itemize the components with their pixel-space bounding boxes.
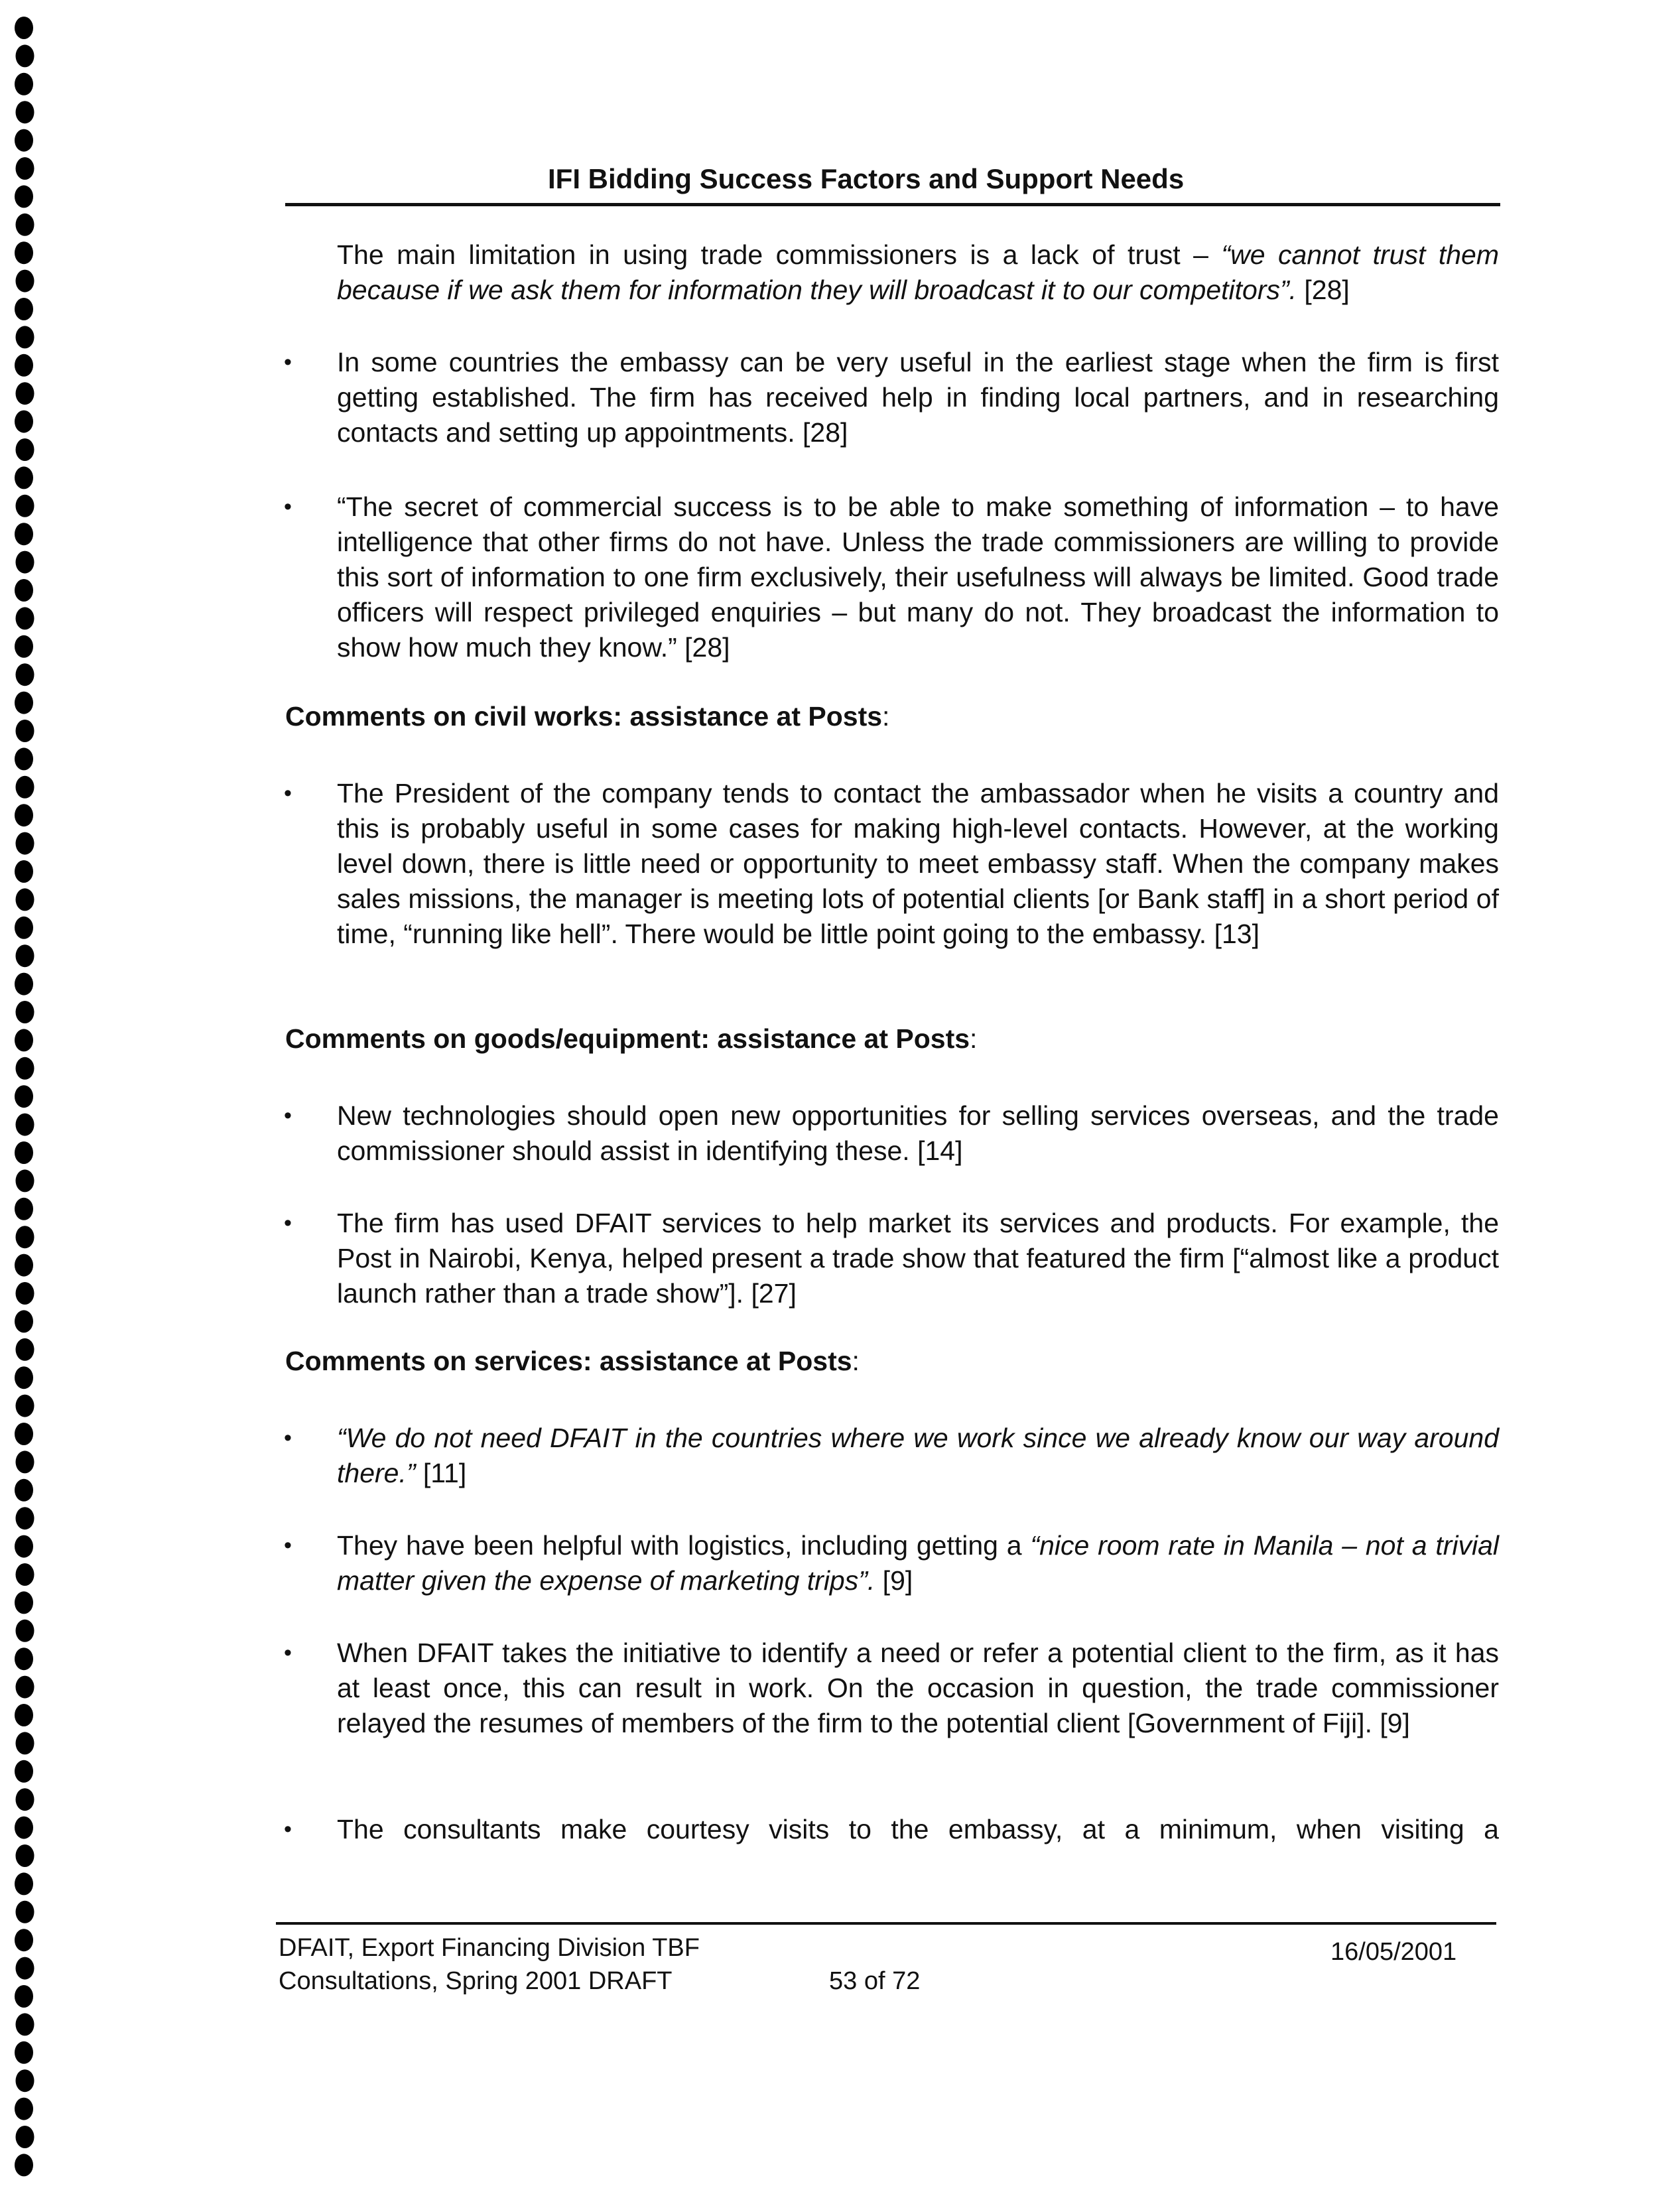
section-heading-civil-works	[285, 699, 889, 734]
list-item	[337, 1421, 1499, 1491]
item-text: They have been helpful with logistics, including getting a	[337, 1530, 1031, 1561]
bullet-icon: •	[284, 1817, 292, 1842]
list-item: The President of the company tends to contact the ambassador when he visits a country and this is probably useful in some cases for making high-level contacts. However, at the working level down, there is little need or opportunity to meet embassy staff. When the company makes sales missions, the manager is meeting lots of potential clients [or Bank staff] in a short period of time, “running like hell”. There would be little point going to the embassy. [13]	[337, 778, 1499, 949]
section-heading-colon: :	[852, 1346, 860, 1376]
section-heading-services	[285, 1344, 860, 1379]
list-item: When DFAIT takes the initiative to identify a need or refer a potential client to the firm, as it has at least once, this can result in work. On the occasion in question, the trade commissioner relayed the resumes of members of the firm to the potential client [Government of Fiji]. [9]	[337, 1638, 1499, 1738]
footer-date: 16/05/2001	[1330, 1938, 1457, 1966]
bullet-icon: •	[284, 1425, 292, 1451]
reference: [11]	[415, 1458, 467, 1488]
intro-quote: “we cannot trust them because if we ask them for information they will broadcast it to our competitors”.	[337, 239, 1499, 305]
bullet-icon: •	[284, 1640, 292, 1665]
list-item: The consultants make courtesy visits to the embassy, at a minimum, when visiting a	[337, 1814, 1499, 1844]
section-heading-goods-equipment	[285, 1021, 977, 1057]
section-heading-colon: :	[970, 1023, 978, 1054]
page-header-title: IFI Bidding Success Factors and Support Needs	[548, 163, 1185, 194]
quote-text: “We do not need DFAIT in the countries where we work since we already know our way around there.”	[337, 1423, 1499, 1488]
bullet-icon: •	[284, 781, 292, 806]
section-heading-text: Comments on services: assistance at Posts	[285, 1346, 852, 1376]
page-number: 53 of 72	[829, 1967, 921, 1995]
quote-text: “nice room rate in Manila – not a trivial matter given the expense of marketing trips”.	[337, 1530, 1500, 1596]
list-item: New technologies should open new opportunities for selling services overseas, and the trade commissioner should assist in identifying these. [14]	[337, 1100, 1499, 1166]
list-item: The firm has used DFAIT services to help market its services and products. For example, the Post in Nairobi, Kenya, helped present a trade show that featured the firm [“almost like a product launch rather than a trade show”]. [27]	[337, 1208, 1499, 1309]
list-item: In some countries the embassy can be very useful in the earliest stage when the firm is first getting established. The firm has received help in finding local partners, and in researching contacts and setting up appointments. [28]	[337, 347, 1499, 448]
header-divider	[285, 203, 1500, 206]
bullet-icon: •	[284, 1210, 292, 1236]
section-heading-text: Comments on goods/equipment: assistance at Posts	[285, 1023, 970, 1054]
footer-org-line-2: Consultations, Spring 2001 DRAFT	[279, 1967, 673, 1995]
intro-paragraph	[337, 237, 1499, 308]
bullet-icon: •	[284, 1533, 292, 1558]
section-heading-text: Comments on civil works: assistance at Posts	[285, 701, 883, 732]
footer-organization	[279, 1931, 700, 1998]
intro-text: The main limitation in using trade commissioners is a lack of trust –	[337, 239, 1222, 270]
list-item: “The secret of commercial success is to be able to make something of information – to have intelligence that other firms do not have. Unless the trade commissioners are willing to provide this sort of information to one firm exclusively, their usefulness will always be limited. Good trade officers will respect privileged enquiries – but many do not. They broadcast the information to show how much they know.” [28]	[337, 491, 1499, 663]
list-item	[337, 1528, 1499, 1598]
footer-divider	[276, 1922, 1496, 1925]
intro-ref: [28]	[1297, 275, 1350, 305]
footer-org-line-1: DFAIT, Export Financing Division TBF	[279, 1934, 700, 1962]
bullet-icon: •	[284, 494, 292, 519]
bullet-icon: •	[284, 350, 292, 375]
section-heading-colon: :	[882, 701, 890, 732]
reference: [9]	[875, 1565, 913, 1596]
bullet-icon: •	[284, 1103, 292, 1128]
